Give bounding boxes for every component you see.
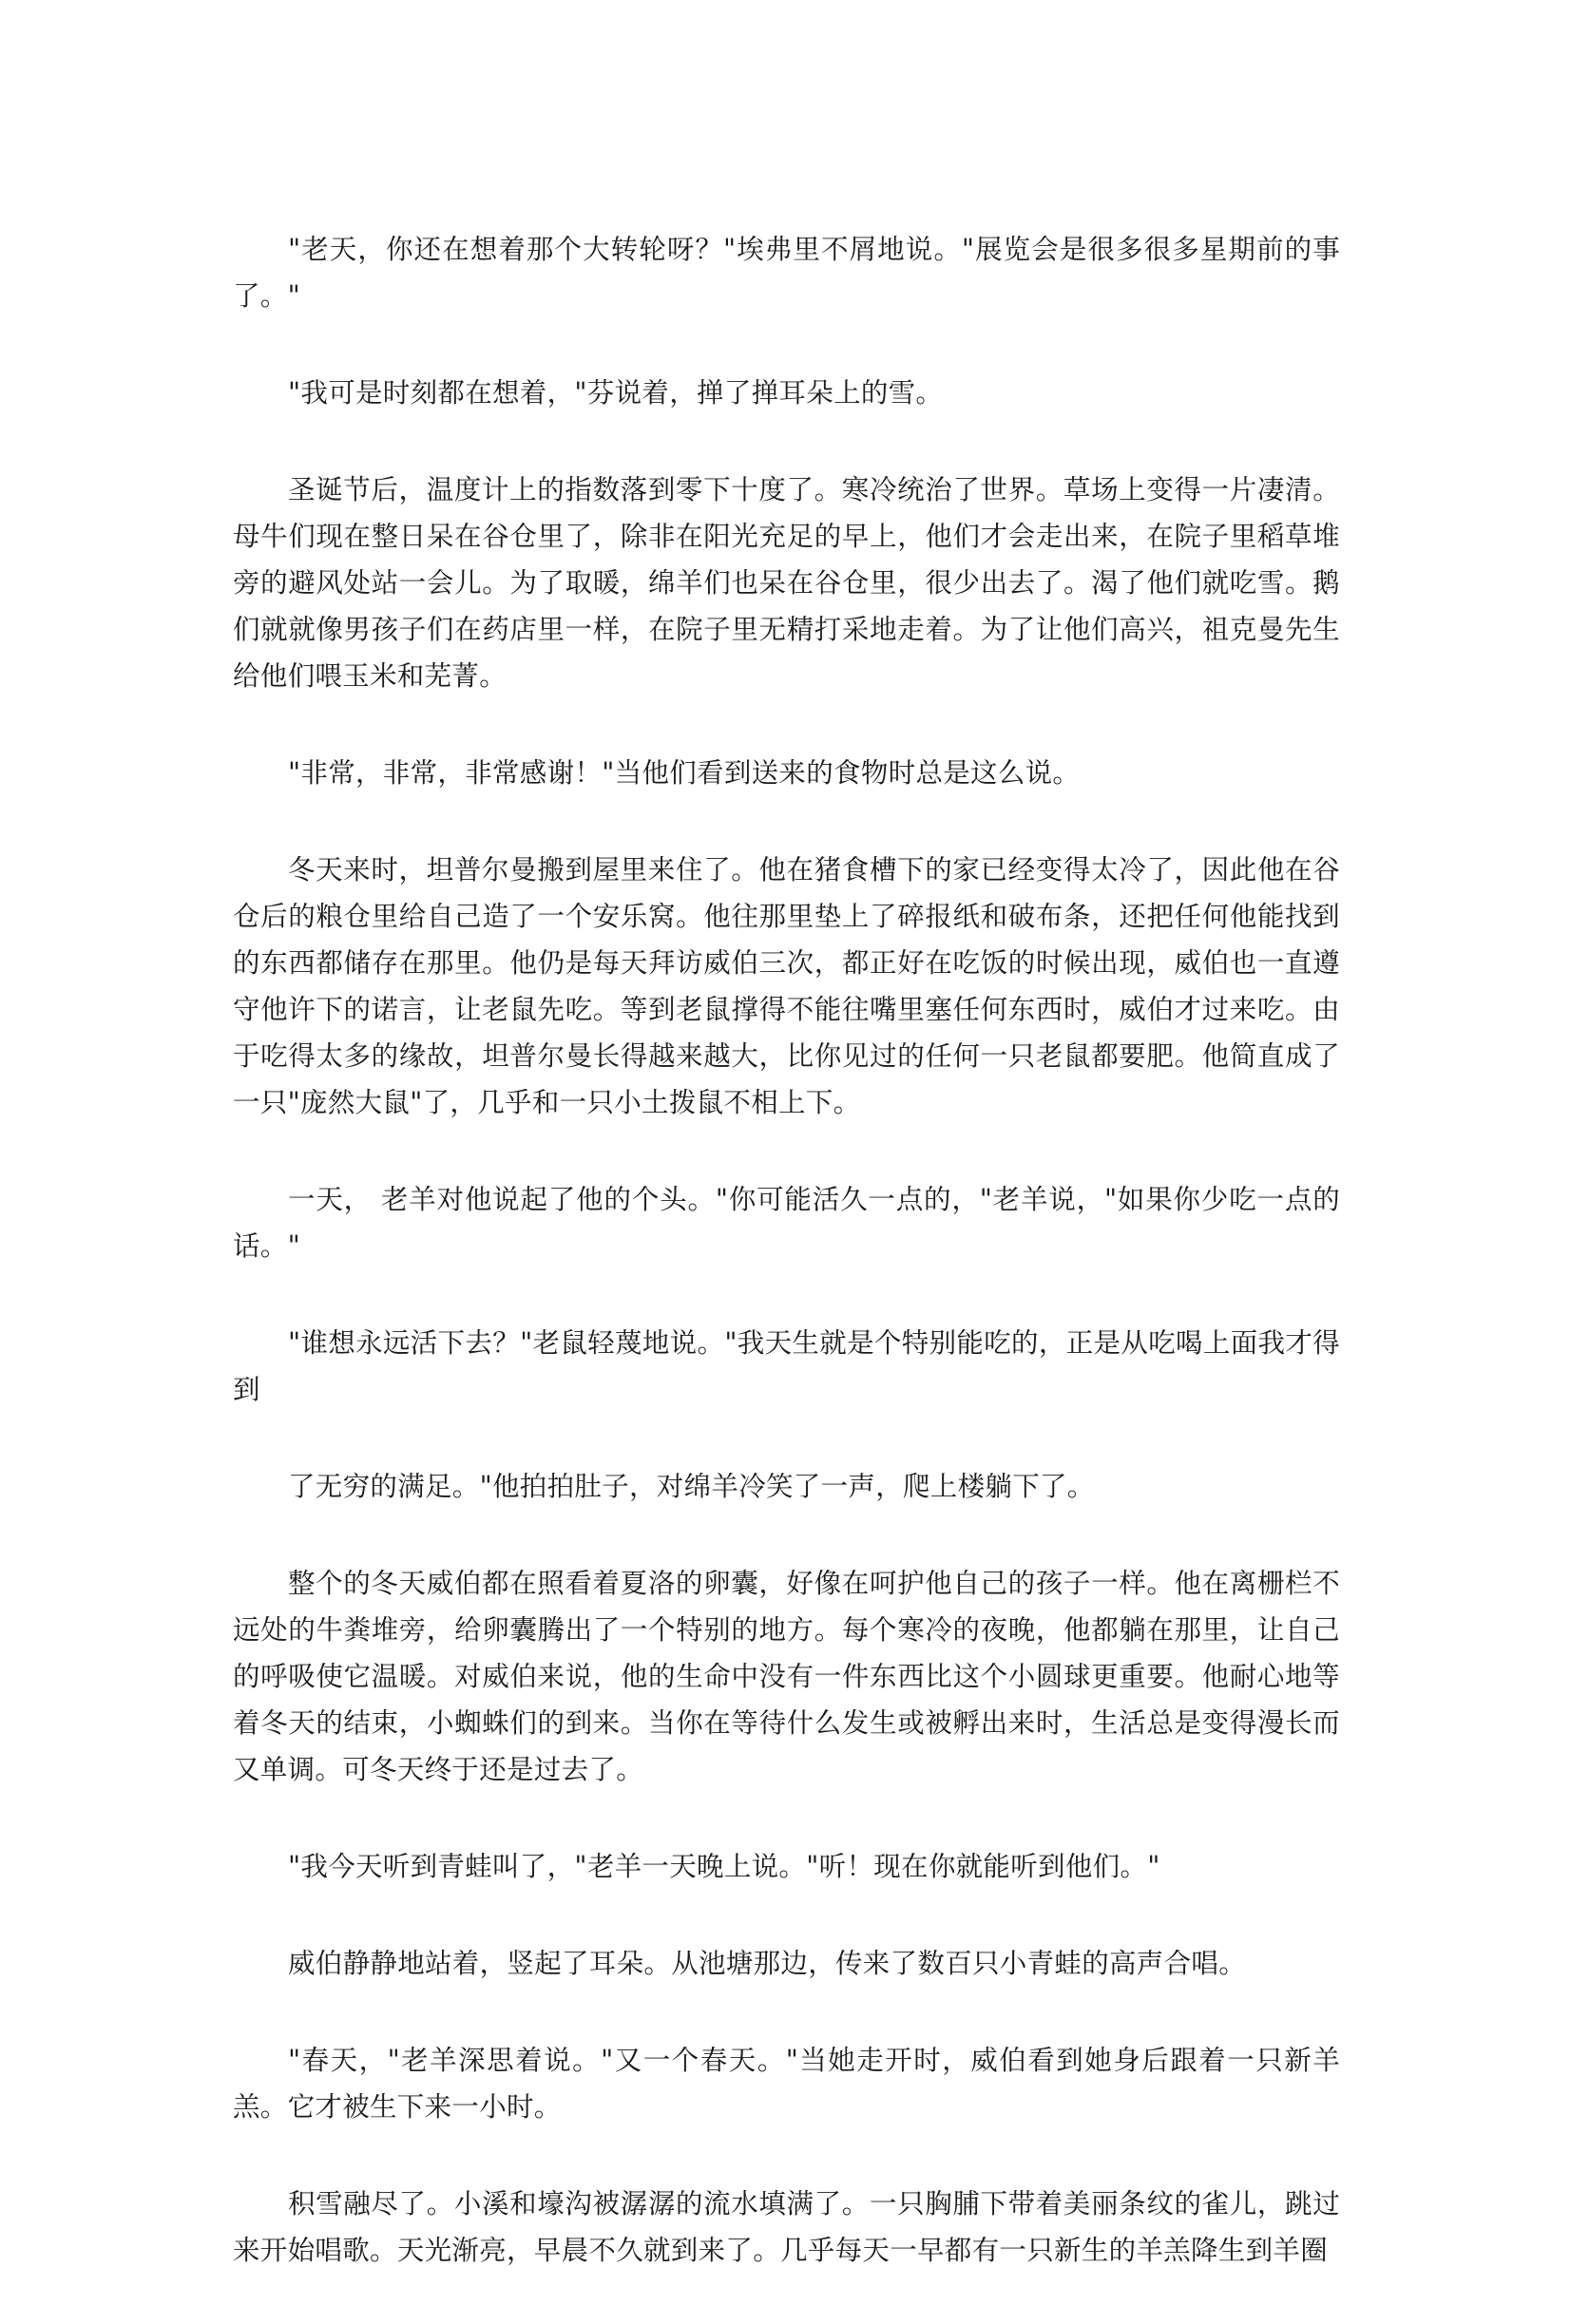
paragraph: "老天，你还在想着那个大转轮呀？"埃弗里不屑地说。"展览会是很多很多星期前的事了。"	[233, 234, 1340, 312]
paragraph: 威伯静静地站着，竖起了耳朵。从池塘那边，传来了数百只小青蛙的高声合唱。	[288, 1948, 1247, 1979]
paragraph: 一天， 老羊对他说起了他的个头。"你可能活久一点的，"老羊说，"如果你少吃一点的话。"	[233, 1184, 1340, 1262]
paragraph: 了无穷的满足。"他拍拍肚子，对绵羊冷笑了一声，爬上楼躺下了。	[288, 1471, 1095, 1502]
paragraph: "我今天听到青蛙叫了，"老羊一天晚上说。"听！现在你就能听到他们。"	[288, 1851, 1160, 1882]
document-body	[233, 226, 1340, 2324]
paragraph: 冬天来时，坦普尔曼搬到屋里来住了。他在猪食槽下的家已经变得太冷了，因此他在谷仓后的粮仓里给自己造了一个安乐窝。他往那里垫上了碎报纸和破布条，还把任何他能找到的东西都储存在那里。他仍是每天拜访威伯三次，都正好在吃饭的时候出现，威伯也一直遵守他许下的诺言，让老鼠先吃。等到老鼠撑得不能往嘴里塞任何东西时，威伯才过来吃。由于吃得太多的缘故，坦普尔曼长得越来越大，比你见过的任何一只老鼠都要肥。他简直成了一只"庞然大鼠"了，几乎和一只小土拨鼠不相上下。	[233, 854, 1340, 1118]
paragraph: "谁想永远活下去？"老鼠轻蔑地说。"我天生就是个特别能吃的，正是从吃喝上面我才得到	[233, 1327, 1340, 1405]
paragraph: 整个的冬天威伯都在照看着夏洛的卵囊，好像在呵护他自己的孩子一样。他在离栅栏不远处的牛粪堆旁，给卵囊腾出了一个特别的地方。每个寒冷的夜晚，他都躺在那里，让自己的呼吸使它温暖。对威伯来说，他的生命中没有一件东西比这个小圆球更重要。他耐心地等着冬天的结束，小蜘蛛们的到来。当你在等待什么发生或被孵出来时，生活总是变得漫长而又单调。可冬天终于还是过去了。	[233, 1568, 1340, 1785]
paragraph: 积雪融尽了。小溪和壕沟被潺潺的流水填满了。一只胸脯下带着美丽条纹的雀儿，跳过来开始唱歌。天光渐亮，早晨不久就到来了。几乎每天一早都有一只新生的羊羔降生到羊圈	[233, 2188, 1340, 2266]
paragraph: "非常，非常，非常感谢！"当他们看到送来的食物时总是这么说。	[288, 757, 1081, 789]
paragraph: 圣诞节后，温度计上的指数落到零下十度了。寒冷统治了世界。草场上变得一片凄清。母牛们现在整日呆在谷仓里了，除非在阳光充足的早上，他们才会走出来，在院子里稻草堆旁的避风处站一会儿。为了取暖，绵羊们也呆在谷仓里，很少出去了。渴了他们就吃雪。鹅们就就像男孩子们在药店里一样，在院子里无精打采地走着。为了让他们高兴，祖克曼先生给他们喂玉米和芜菁。	[233, 474, 1340, 692]
paragraph: "春天，"老羊深思着说。"又一个春天。"当她走开时，威伯看到她身后跟着一只新羊羔。它才被生下来一小时。	[233, 2045, 1340, 2123]
paragraph: "我可是时刻都在想着，"芬说着，掸了掸耳朵上的雪。	[288, 377, 944, 409]
